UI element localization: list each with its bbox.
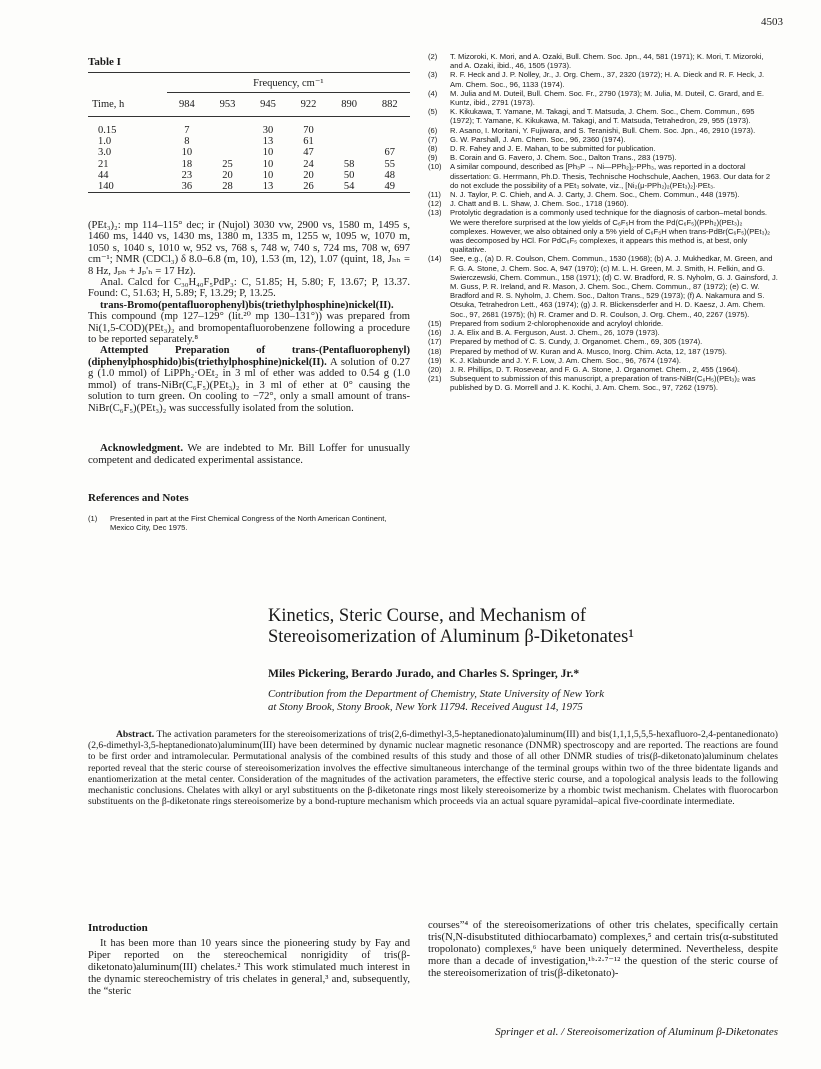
reference-item [428,328,778,337]
article-title [268,606,748,648]
affiliation-line: Contribution from the Department of Chemistry, State University of New York [268,688,604,700]
introduction-left-column: It has been more than 10 years since the pioneering study by Fay and Piper reported on the stereochemical nonrigidity of tris(β-diketonato)aluminum(III) chelates.² This work stimulated much interest in the dynamic stereochemistry of tris chelates in general,³ and, subsequently, the “steric [88,938,410,998]
reference-item [428,70,778,88]
table-cell: 67 [384,147,395,159]
table-cell: 55 [384,158,395,170]
table-cell: 36 [167,181,208,193]
table-cell: 10 [262,158,274,170]
reference-text: Prepared by method of W. Kuran and A. Musco, Inorg. Chim. Acta, 12, 187 (1975). [450,346,727,356]
table-cell: 8 [184,136,190,148]
table-cell: 70 [303,124,314,136]
reference-text: D. R. Fahey and J. E. Mahan, to be submitted for publication. [450,144,656,154]
table-cell: 49 [369,181,410,193]
reference-number: (19) [428,355,442,365]
references-list [428,52,778,393]
reference-number: (14) [428,254,442,264]
reference-text: Prepared from sodium 2-chlorophenoxide and acryloyl chloride. [450,318,664,328]
column-header: 984 [167,93,208,117]
time-cell: 21 [98,158,109,170]
reference-item [428,254,778,318]
article-affiliation [268,688,748,714]
reference-text: J. A. Elix and B. A. Ferguson, Aust. J. Chem., 26, 1079 (1973). [450,328,660,338]
table-cell [329,147,370,158]
bromo-compound-paragraph [88,300,410,346]
table-cell: 18 [181,158,193,170]
acknowledgment-paragraph [88,442,410,466]
acknowledgment-heading: Acknowledgment. [100,442,184,454]
reference-text: Presented in part at the First Chemical Congress of the North American Continent, Mexico City, Dec 1975. [110,514,387,533]
reference-item [428,208,778,254]
table-cell: 58 [343,158,355,170]
reference-number: (10) [428,162,442,172]
reference-text: A similar compound, described as [Ph₃P → Ni—PPh₂]₂-PPh₃, was reported in a doctoral dissertation: G. Herrmann, Ph.D. Thesis, Technische Hochschule, Aachen, 1963. Our data for 2 do not exclude the possibility of a PEt₃ solvate, viz., [Ni₂(μ-PPh₂)₂(PEt₃)₂]·PEt₃. [450,162,771,190]
reference-item [428,190,778,199]
table-cell [207,125,248,136]
table-title: Table I [88,56,121,68]
reference-text: Protolytic degradation is a commonly used technique for the diagnosis of carbon–metal bonds. We were therefore surprised at the low yields of C₆F₅H from the Pd(C₆F₅)(PPh₂)(PEt₃)₂ complexes. However, we also obtained only a 5% yield of C₆F₅H when trans-PdBr(C₆F₅)(PEt₃)₂ was decomposed by HCl. For PdC₆F₅ complexes, it appears this method is, at best, only qualitative. [450,208,771,255]
reference-text: Subsequent to submission of this manuscript, a preparation of trans-NiBr(C₆H₅)(PEt₃)₂ was published by D. G. Morrell and J. K. Kochi, J. Am. Chem. Soc., 97, 7262 (1975). [450,374,756,393]
table-cell: 10 [262,147,274,159]
table-cell: 48 [384,169,395,181]
reference-number: (7) [428,134,438,144]
reference-item [428,107,778,125]
reference-item [428,374,778,392]
table-row [88,136,410,147]
reference-text: B. Corain and G. Favero, J. Chem. Soc., Dalton Trans., 283 (1975). [450,153,677,163]
column-header: 953 [207,93,248,117]
reference-item [428,144,778,153]
reference-item [428,347,778,356]
reference-text: K. J. Klabunde and J. Y. F. Low, J. Am. Chem. Soc., 96, 7674 (1974). [450,355,682,365]
abstract-label: Abstract. [116,729,155,740]
table-cell: 25 [222,158,233,170]
table-cell [207,147,248,158]
reference-text: G. W. Parshall, J. Am. Chem. Soc., 96, 2360 (1974). [450,134,626,144]
table-cell: 20 [222,169,233,181]
reference-item [428,319,778,328]
reference-number: (11) [428,190,441,200]
reference-item [428,337,778,346]
time-cell: 44 [98,169,109,181]
time-cell: 0.15 [98,124,117,136]
reference-number: (12) [428,199,442,209]
article-authors: Miles Pickering, Berardo Jurado, and Charles S. Springer, Jr.* [268,667,580,680]
reference-number: (4) [428,88,438,98]
acknowledgment-body: We are indebted to Mr. Bill Loffer for unusually competent and dedicated experimental assistance. [88,442,410,466]
table-cell: 24 [303,158,314,170]
reference-text: T. Mizoroki, K. Mori, and A. Ozaki, Bull. Chem. Soc. Jpn., 44, 581 (1971); K. Mori, T. Mizoroki, and A. Ozaki, ibid., 46, 1505 (1973). [450,52,764,71]
column-header: 922 [288,93,329,117]
table-header-row [88,73,410,93]
reference-item [428,199,778,208]
table-cell: 50 [343,169,355,181]
reference-text: R. Asano, I. Moritani, Y. Fujiwara, and S. Teranishi, Bull. Chem. Soc. Jpn., 46, 2910 (1973). [450,125,756,135]
reference-text: J. R. Phillips, D. T. Rosevear, and F. G. A. Stone, J. Organomet. Chem., 2, 455 (1964). [450,364,740,374]
table-cell [329,136,370,147]
table-cell [369,136,410,147]
reference-number: (15) [428,318,442,328]
table-cell: 20 [303,169,314,181]
table-cell [207,136,248,147]
table-cell [329,125,370,136]
table-cell [369,125,410,136]
table-row [88,159,410,170]
table-cell: 7 [184,124,190,136]
table-cell: 23 [181,169,193,181]
left-column-text [88,220,410,414]
reference-item [428,365,778,374]
reference-number: (3) [428,70,438,80]
reference-item [428,89,778,107]
running-footer: Springer et al. / Stereoisomerization of Aluminum β-Diketonates [495,1026,778,1038]
reference-number: (6) [428,125,438,135]
time-header: Time, h [88,93,167,117]
bromo-compound-body: This compound (mp 127–129° (lit.²⁰ mp 130–131°)) was prepared from Ni(1,5-COD)(PEt₃)₂ and bromopentafluorobenzene following a procedure to be reported separately.⁸ [88,311,410,346]
reference-item [428,162,778,190]
reference-number: (5) [428,107,438,117]
table-cell: 10 [262,169,274,181]
spectral-data-paragraph: (PEt₃)₂: mp 114–115° dec; ir (Nujol) 3030 vw, 2900 vs, 1580 m, 1495 s, 1460 ms, 1440 vs, 1430 ms, 1380 m, 1335 m, 1255 w, 1095 w, 1070 m, 1050 s, 1040 s, 1010 w, 952 vs, 768 s, 748 w, 740 s, 724 ms, 708 w, 697 cm⁻¹; NMR (CDCl₃) δ 8.0–6.8 (m, 10), 1.53 (m, 12), 1.07 (quint, 18, Jₕₕ = 8 Hz, Jₚₕ + Jₚ'ₕ = 17 Hz). [88,220,410,277]
attempted-preparation-heading: Attempted Preparation of trans-(Pentafluorophenyl)(diphenylphosphido)bis(triethylphosphine)nickel(II). [88,345,410,368]
reference-number: (20) [428,364,442,374]
reference-item [428,153,778,162]
affiliation-line: at Stony Brook, Stony Brook, New York 11794. Received August 14, 1975 [268,701,583,713]
reference-number: (8) [428,144,438,154]
introduction-right-column: courses”⁴ of the stereoisomerizations of other tris chelates, specifically certain tris(N,N-disubstituted dithiocarbamato) complexes,⁵ and certain tris(α-substituted tropolonato) complexes,⁶ have been uniquely determined. Nevertheless, despite more than a decade of investigation,¹ᵇ·²·⁷⁻¹² the question of the steric course of the stereoisomerization of tris(β-diketonato)- [428,920,778,980]
reference-item [428,52,778,70]
table-row [88,170,410,181]
reference-item [428,135,778,144]
abstract [88,729,778,807]
abstract-text: The activation parameters for the stereoisomerizations of tris(2,6-dimethyl-3,5-heptanedionato)aluminum(III) and bis(1,1,1,5,5,5-hexafluoro-2,4-pentanedionato)(2,6-dimethyl-3,5-heptanedionato)aluminum(III) have been determined by dynamic nuclear magnetic resonance (DNMR) spectroscopy and are reported. The reactions are found to be first order and intramolecular. Permutational analysis of the combined results of this study and those of all other DNMR studies of tris(β-diketonato)aluminum chelates reported reveal that the steric course of stereoisomerization involves the effective simultaneous interchange of the terminal groups within two of the three bidentate ligands and enantiomerization at the metal center. Consideration of the magnitudes of the activation parameters, the effective steric course, and a topological analysis leads to the following mechanistic conclusions. Chelates with alkyl or aryl substituents on the β-diketonate rings most likely stereoisomerize by a rhombic twist mechanism. Chelates with fluorocarbon substituents on the β-diketonate rings stereoisomerize by a bond-rupture mechanism which proceeds via an actual square pyramidal–apical five-coordinate intermediate. [88,729,778,808]
table-row [88,125,410,136]
table-row [88,147,410,158]
table-cell: 28 [207,181,248,193]
introduction-heading: Introduction [88,922,148,934]
time-cell: 3.0 [98,147,112,159]
reference-number: (18) [428,346,442,356]
table-column-header-row [88,93,410,117]
column-header: 945 [248,93,289,117]
table-cell: 13 [248,181,289,193]
reference-number: (1) [88,514,98,523]
reference-text: N. J. Taylor, P. C. Chieh, and A. J. Carty, J. Chem. Soc., Chem. Commun., 448 (1975). [450,190,740,200]
reference-text: R. F. Heck and J. P. Nolley, Jr., J. Org. Chem., 37, 2320 (1972); H. A. Dieck and R. F. Heck, J. Am. Chem. Soc., 96, 1133 (1974). [450,70,765,89]
table-cell: 10 [181,147,193,159]
bromo-compound-heading: trans-Bromo(pentafluorophenyl)bis(triethylphosphine)nickel(II). [100,299,394,311]
reference-number: (2) [428,52,438,61]
reference-number: (21) [428,374,442,384]
table-row [88,181,410,193]
time-cell: 140 [88,181,167,193]
reference-text: Prepared by method of C. S. Cundy, J. Organomet. Chem., 69, 305 (1974). [450,337,703,347]
reference-item [428,356,778,365]
reference-text: See, e.g., (a) D. R. Coulson, Chem. Commun., 1530 (1968); (b) A. J. Mukhedkar, M. Green, and F. G. A. Stone, J. Chem. Soc. A, 947 (1970); (c) M. L. H. Green, M. J. Smith, H. Felkin, and G. Swierczewski, Chem. Commun., 158 (1971); (d) C. W. Bradford, R. S. Nyholm, G. J. Gainsford, J. M. Guss, P. R. Ireland, and R. Mason, J. Chem. Soc., Chem. Commun., 87 (1972); (e) C. W. Bradford and R. S. Nyholm, J. Chem. Soc., Dalton Trans., 529 (1973); (f) A. Nakamura and S. Otsuka, Tetrahedron Lett., 463 (1974); (g) J. R. Blickensderfer and H. D. Kaesz, J. Am. Chem. Soc., 97, 2681 (1975); (h) R. Cramer and D. R. Coulson, J. Org. Chem., 40, 2267 (1975). [450,254,778,319]
reference-number: (13) [428,208,442,218]
reference-text: K. Kikukawa, T. Yamane, M. Takagi, and T. Matsuda, J. Chem. Soc., Chem. Commun., 695 (1972); T. Yamane, K. Kikukawa, M. Takagi, and T. Matsuda, Tetrahedron, 29, 955 (1973). [450,107,755,126]
article-title-line: Stereoisomerization of Aluminum β-Diketonates¹ [268,627,634,647]
table-cell: 47 [303,147,314,159]
reference-number: (16) [428,328,442,338]
column-header: 890 [329,93,370,117]
reference-number: (9) [428,153,438,163]
analysis-paragraph: Anal. Calcd for C₃₀H₄₀F₅PdP₃: C, 51.85; H, 5.80; F, 13.67; P, 13.37. Found: C, 51.63; H, 5.89; F, 13.29; P, 13.25. [88,277,410,300]
page-number: 4503 [761,16,783,28]
article-title-line: Kinetics, Steric Course, and Mechanism of [268,606,587,626]
time-cell: 1.0 [98,136,112,148]
attempted-preparation-body: A solution of 0.27 g (1.0 mmol) of LiPPh₂·OEt₂ in 3 ml of ether was added to 0.54 g (1.0 mmol) of trans-NiBr(C₆F₅)(PEt₃)₂ in 3 ml of ether at 0° causing the solution to turn green. On cooling to −72°, only a small amount of trans-NiBr(C₆F₅)(PEt₃)₂ was successfully isolated from the solution. [88,356,410,414]
reference-text: J. Chatt and B. L. Shaw, J. Chem. Soc., 1718 (1960). [450,199,629,209]
table-cell: 13 [262,136,274,148]
attempted-preparation-paragraph [88,345,410,413]
table-cell: 26 [288,181,329,193]
references-heading: References and Notes [88,492,189,504]
reference-item [428,126,778,135]
reference-number: (17) [428,337,442,347]
column-header: 882 [369,93,410,117]
table-cell: 30 [262,124,274,136]
reference-text: M. Julia and M. Duteil, Bull. Chem. Soc. Fr., 2790 (1973); M. Julia, M. Duteil, C. Grard, and E. Kuntz, ibid., 2791 (1973). [450,88,764,108]
reference-item [88,514,410,532]
table-cell: 54 [329,181,370,193]
frequency-table [88,72,410,193]
frequency-header: Frequency, cm⁻¹ [167,73,410,93]
table-cell: 61 [303,136,314,148]
